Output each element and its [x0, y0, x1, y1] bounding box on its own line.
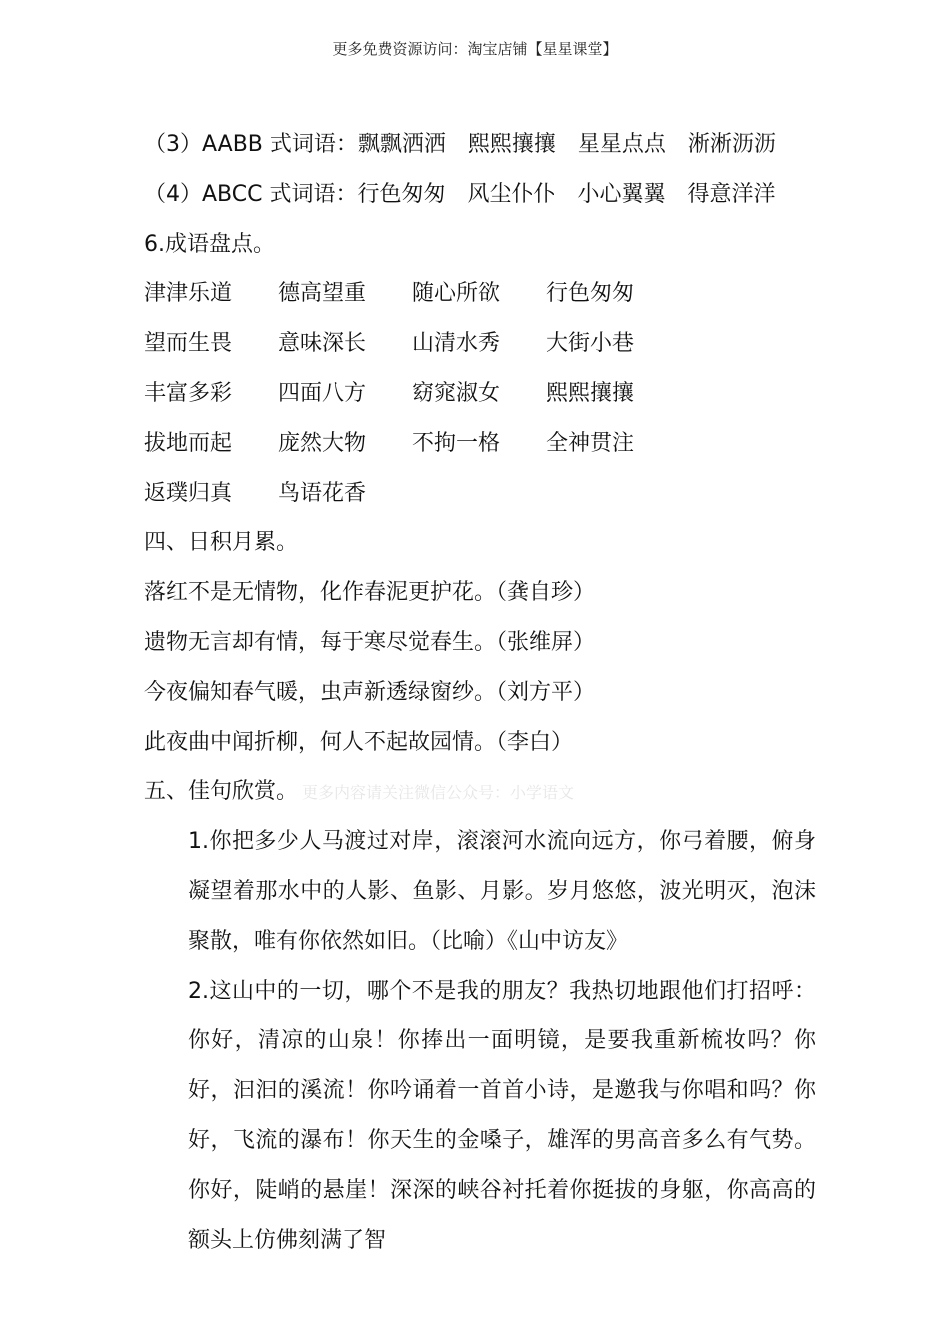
- idiom-row: [144, 369, 816, 419]
- idiom-item: 鸟语花香: [278, 480, 367, 506]
- idiom-item: 丰富多彩: [144, 380, 233, 406]
- sentence-paragraph-2: 2.这山中的一切，哪个不是我的朋友？我热切地跟他们打招呼：你好，清凉的山泉！你捧出一面明镜，是要我重新梳妆吗？你好，汩汩的溪流！你吟诵着一首首小诗，是邀我与你唱和吗？你好，飞流的瀑布！你天生的金嗓子，雄浑的男高音多么有气势。你好，陡峭的悬崖！深深的峡谷衬托着你挺拔的身躯，你高高的额头上仿佛刻满了智: [188, 978, 816, 1253]
- idiom-item: 返璞归真: [144, 480, 233, 506]
- idiom-item: 拔地而起: [144, 430, 233, 456]
- section-4-title: 四、日积月累。: [144, 530, 299, 556]
- page-header: 更多免费资源访问：淘宝店铺【星星课堂】: [332, 40, 618, 58]
- document-body: [144, 120, 816, 1265]
- idiom-item: 随心所欲: [412, 281, 501, 307]
- idiom-item: 大街小巷: [546, 331, 635, 357]
- idiom-item: 庞然大物: [278, 430, 367, 456]
- idiom-row: [144, 319, 816, 369]
- idiom-item: 熙熙攘攘: [546, 380, 635, 406]
- watermark-text: 更多内容请关注微信公众号：小学语文: [302, 783, 575, 803]
- poem-line: 遗物无言却有情，每于寒尽觉春生。（张维屏）: [144, 629, 596, 655]
- idiom-row: [144, 419, 816, 469]
- section-5-title-row: [144, 767, 816, 817]
- idiom-item: 津津乐道: [144, 281, 233, 307]
- idiom-item: 不拘一格: [412, 430, 501, 456]
- idiom-item: 山清水秀: [412, 331, 501, 357]
- idiom-item: 全神贯注: [546, 430, 635, 456]
- idiom-item: 德高望重: [278, 281, 367, 307]
- idiom-row: [144, 269, 816, 319]
- poem-line: 今夜偏知春气暖，虫声新透绿窗纱。（刘方平）: [144, 679, 596, 705]
- poem-line: 落红不是无情物，化作春泥更护花。（龚自珍）: [144, 580, 596, 606]
- idiom-item: 行色匆匆: [546, 281, 635, 307]
- idiom-item: 四面八方: [278, 380, 367, 406]
- idiom-heading: 6.成语盘点。: [144, 231, 275, 257]
- idiom-item: 窈窕淑女: [412, 380, 501, 406]
- sentence-paragraph-1: 1.你把多少人马渡过对岸，滚滚河水流向远方，你弓着腰，俯身凝望着那水中的人影、鱼影、月影。岁月悠悠，波光明灭，泡沫聚散，唯有你依然如旧。（比喻）《山中访友》: [188, 829, 816, 954]
- idiom-row: [144, 469, 816, 519]
- abcc-words-line: （4）ABCC 式词语：行色匆匆 风尘仆仆 小心翼翼 得意洋洋: [144, 181, 776, 207]
- aabb-words-line: （3）AABB 式词语：飘飘洒洒 熙熙攘攘 星星点点 淅淅沥沥: [144, 132, 776, 157]
- idiom-item: 望而生畏: [144, 331, 233, 357]
- poem-line: 此夜曲中闻折柳，何人不起故园情。（李白）: [144, 729, 574, 755]
- idiom-item: 意味深长: [278, 331, 367, 357]
- section-5-title: 五、佳句欣赏。: [144, 779, 299, 805]
